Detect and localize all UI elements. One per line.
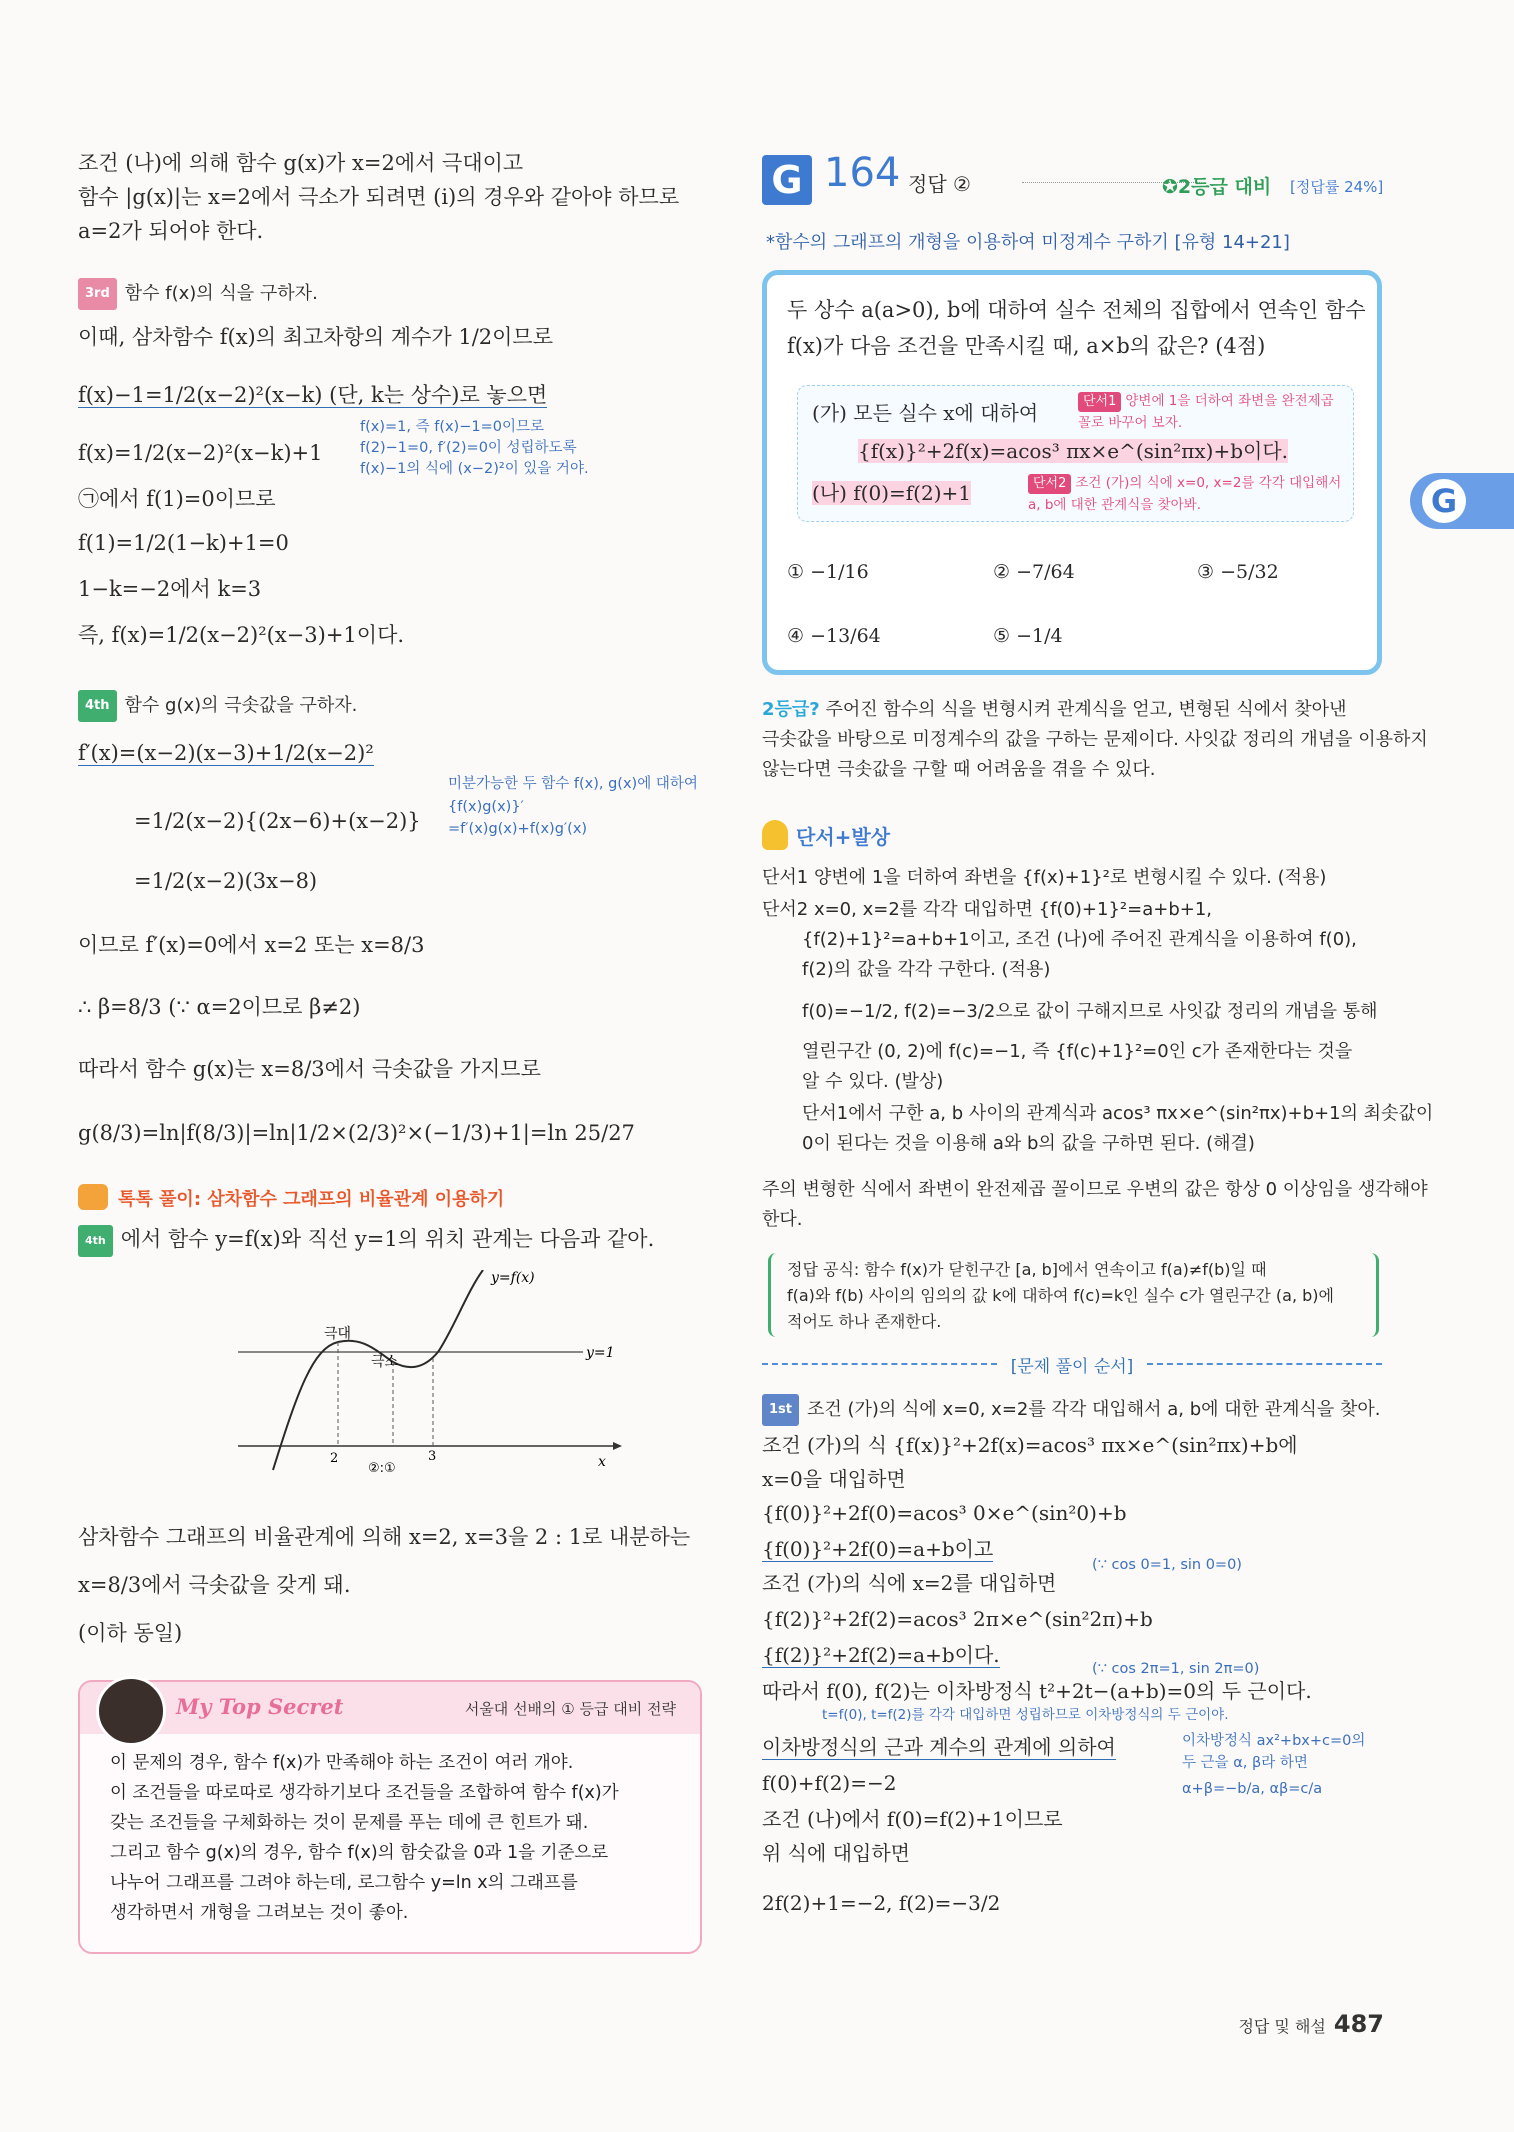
step4-title: 함수 g(x)의 극솟값을 구하자. [124,695,358,716]
step1-line: 2f(2)+1=−2, f(2)=−3/2 [762,1891,1001,1915]
intro-line: a=2가 되어야 한다. [78,219,264,243]
step3-line: 즉, f(x)=1/2(x−2)²(x−3)+1이다. [78,623,405,647]
top-secret-subtitle: 서울대 선배의 ① 등급 대비 전략 [464,1700,676,1718]
secret-line: 이 조건들을 따로따로 생각하기보다 조건들을 조합하여 함수 f(x)가 [110,1783,619,1803]
step4-line: =1/2(x−2)(3x−8) [134,869,318,893]
step4-line: g(8/3)=ln|f(8/3)|=ln|1/2×(2/3)²×(−1/3)+1|=ln 25/27 [78,1121,635,1145]
definition-line: f(a)와 f(b) 사이의 임의의 값 k에 대하여 f(c)=k인 실수 c가 열린구간 (a, b)에 [787,1286,1334,1305]
step3-line: f(1)=1/2(1−k)+1=0 [78,531,289,555]
cubic-graph [228,1270,628,1480]
answer-label: 정답 ② [908,172,971,196]
step4-heading [78,690,357,722]
step3-note: f(x)−1의 식에 (x−2)²이 있을 거야. [360,461,589,477]
intro-line: 조건 (나)에 의해 함수 g(x)가 x=2에서 극대이고 [78,151,524,175]
step4-note: =f′(x)g(x)+f(x)g′(x) [448,821,588,837]
step4-tag: 4th [78,690,117,722]
step3-line: f(x)−1=1/2(x−2)²(x−k) (단, k는 상수)로 놓으면 [78,383,548,407]
choice-2: ② −7/64 [993,561,1075,583]
step1-tag: 1st [762,1394,799,1426]
problem-subtitle: *함수의 그래프의 개형을 이용하여 미정계수 구하기 [유형 14+21] [766,232,1290,253]
after-graph-line: (이하 동일) [78,1621,183,1645]
secret-line: 이 문제의 경우, 함수 f(x)가 만족해야 하는 조건이 여러 개야. [110,1753,574,1773]
chapter-tab-letter: G [1422,479,1466,523]
step1-line: 조건 (가)의 식 {f(x)}²+2f(x)=acos³ πx×e^(sin²πx)+b에 [762,1433,1298,1457]
step1-note: α+β=−b/a, αβ=c/a [1182,1781,1323,1797]
magic-wand-icon [78,1184,108,1210]
step4-line: =1/2(x−2){(2x−6)+(x−2)} [134,809,421,833]
step4-line: ∴ β=8/3 (∵ α=2이므로 β≠2) [78,995,361,1019]
chapter-tab [1410,473,1514,529]
why-line: 극솟값을 바탕으로 미정계수의 값을 구하는 문제이다. 사잇값 정리의 개념을 이용하지 [762,729,1428,750]
step4-line: 이므로 f′(x)=0에서 x=2 또는 x=8/3 [78,933,425,957]
tip-line: 4th 에서 함수 y=f(x)와 직선 y=1의 위치 관계는 다음과 같아. [78,1224,654,1257]
why-line: 않는다면 극솟값을 구할 때 어려움을 겪을 수 있다. [762,759,1156,780]
idea-line: f(0)=−1/2, f(2)=−3/2으로 값이 구해지므로 사잇값 정리의 개념을 통해 [802,1001,1378,1022]
step3-note: f(2)−1=0, f′(2)=0이 성립하도록 [360,440,577,456]
problem-line: 두 상수 a(a>0), b에 대하여 실수 전체의 집합에서 연속인 함수 [787,298,1366,322]
idea-heading [762,820,890,852]
problem-box [762,270,1382,675]
step1-line: x=0을 대입하면 [762,1467,906,1491]
step3-line: 1−k=−2에서 k=3 [78,577,262,601]
choice-4: ④ −13/64 [787,625,881,647]
hint1: 단서1 양변에 1을 더하여 좌변을 완전제곱 꼴로 바꾸어 보자. [1078,393,1334,431]
step4-note: 미분가능한 두 함수 f(x), g(x)에 대하여 [448,776,698,792]
caution-line: 한다. [762,1209,803,1230]
problem-number: 164 [824,150,901,196]
idea-line: {f(2)+1}²=a+b+1이고, 조건 (나)에 주어진 관계식을 이용하여 f(0), [802,929,1357,950]
page-footer [1238,2010,1384,2038]
step3-line: f(x)=1/2(x−2)²(x−k)+1 [78,441,323,465]
step1-line: f(0)+f(2)=−2 [762,1771,897,1795]
step1-line: 위 식에 대입하면 [762,1841,910,1865]
condition-a1: (가) 모든 실수 x에 대하여 [812,401,1039,425]
why-title: 2등급? [762,699,820,720]
max-label: 극대 [324,1326,352,1342]
definition-box [768,1253,1379,1337]
condition-b: (나) f(0)=f(2)+1 [812,481,971,505]
x-axis-arrow [613,1442,622,1450]
idea-title: 단서+발상 [796,825,891,849]
conditions-box [797,385,1354,522]
curve-label: y=f(x) [491,1270,535,1286]
section-badge: G [762,155,812,205]
step1-line: 이차방정식의 근과 계수의 관계에 의하여 [762,1735,1116,1759]
idea-line: 단서2 x=0, x=2를 각각 대입하면 {f(0)+1}²=a+b+1, [762,899,1213,920]
grade-label: ✪2등급 대비 [1162,176,1272,198]
idea-line: 단서1 양변에 1을 더하여 좌변을 {f(x)+1}²로 변형시킬 수 있다. (적용) [762,867,1327,888]
idea-line: 열린구간 (0, 2)에 f(c)=−1, 즉 {f(c)+1}²=0인 c가 존재한다는 것을 [802,1041,1353,1062]
avatar [96,1676,166,1746]
step1-line: 조건 (가)의 식에 x=2를 대입하면 [762,1571,1057,1595]
after-graph-line: 삼차함수 그래프의 비율관계에 의해 x=2, x=3을 2 : 1로 내분하는 [78,1525,691,1549]
secret-line: 나누어 그래프를 그려야 하는데, 로그함수 y=ln x의 그래프를 [110,1873,578,1893]
min-label: 극소 [371,1354,399,1370]
idea-line: 알 수 있다. (발상) [802,1071,944,1092]
step1-heading [762,1394,1381,1426]
ratio-label: ②:① [368,1461,396,1476]
tip-heading [78,1184,504,1215]
idea-line: 0이 된다는 것을 이용해 a와 b의 값을 구하면 된다. (해결) [802,1133,1255,1154]
hint2: 단서2 조건 (가)의 식에 x=0, x=2를 각각 대입해서 a, b에 대한 관계식을 찾아봐. [1028,475,1342,513]
idea-line: f(2)의 값을 각각 구한다. (적용) [802,959,1051,980]
definition-line: 정답 공식: 함수 f(x)가 닫힌구간 [a, b]에서 연속이고 f(a)≠f(b)일 때 [787,1260,1267,1279]
step1-note: t=f(0), t=f(2)를 각각 대입하면 성립하므로 이차방정식의 두 근이야. [822,1707,1229,1723]
after-graph-line: x=8/3에서 극솟값을 갖게 돼. [78,1573,351,1597]
tick-3: 3 [428,1449,437,1464]
line-label: y=1 [586,1345,615,1361]
definition-line: 적어도 하나 존재한다. [787,1312,942,1331]
accuracy-rate: [정답률 24%] [1290,178,1384,196]
lightbulb-icon [762,820,788,850]
choice-5: ⑤ −1/4 [993,625,1063,647]
step1-line: {f(2)}²+2f(2)=a+b이다. [762,1643,1000,1667]
step4-note: {f(x)g(x)}′ [448,799,524,815]
page-number: 487 [1333,2010,1384,2038]
step3-heading [78,278,318,310]
footer-label: 정답 및 해설 [1238,2017,1326,2036]
step4-line: 따라서 함수 g(x)는 x=8/3에서 극솟값을 가지므로 [78,1057,541,1081]
step1-note: (∵ cos 0=1, sin 0=0) [1092,1557,1242,1573]
choice-3: ③ −5/32 [1197,561,1279,583]
secret-line: 생각하면서 개형을 그려보는 것이 좋아. [110,1903,409,1923]
step3-tag: 3rd [78,278,117,310]
tick-2: 2 [330,1451,339,1466]
step1-line: {f(0)}²+2f(0)=acos³ 0×e^(sin²0)+b [762,1501,1127,1525]
top-secret-title: My Top Secret [176,1694,344,1719]
step1-line: {f(0)}²+2f(0)=a+b이고 [762,1537,994,1561]
top-secret-box [78,1680,702,1954]
idea-line: 단서1에서 구한 a, b 사이의 관계식과 acos³ πx×e^(sin²πx)+b+1의 최솟값이 [802,1103,1434,1124]
cubic-curve [273,1270,483,1470]
choice-1: ① −1/16 [787,561,869,583]
solution-order-divider: [문제 풀이 순서] [762,1352,1382,1377]
why-line: 2등급? 주어진 함수의 식을 변형시켜 관계식을 얻고, 변형된 식에서 찾아낸 [762,699,1347,720]
step3-note: f(x)=1, 즉 f(x)−1=0이므로 [360,419,544,435]
intro-line: 함수 |g(x)|는 x=2에서 극소가 되려면 (i)의 경우와 같아야 하므로 [78,185,680,209]
problem-line: f(x)가 다음 조건을 만족시킬 때, a×b의 값은? (4점) [787,334,1266,358]
step1-title: 조건 (가)의 식에 x=0, x=2를 각각 대입해서 a, b에 대한 관계식을 찾아. [807,1399,1381,1420]
step1-note: 이차방정식 ax²+bx+c=0의 [1182,1733,1366,1749]
step4-line: f′(x)=(x−2)(x−3)+1/2(x−2)² [78,741,374,765]
secret-line: 갖는 조건들을 구체화하는 것이 문제를 푸는 데에 큰 힌트가 돼. [110,1813,589,1833]
caution-line: 주의 변형한 식에서 좌변이 완전제곱 꼴이므로 우변의 값은 항상 0 이상임을 생각해야 [762,1179,1428,1200]
step1-note: 두 근을 α, β라 하면 [1182,1755,1308,1771]
step1-line: 따라서 f(0), f(2)는 이차방정식 t²+2t−(a+b)=0의 두 근이다. [762,1679,1312,1703]
condition-a2: {f(x)}²+2f(x)=acos³ πx×e^(sin²πx)+b이다. [858,439,1289,463]
step1-line: 조건 (나)에서 f(0)=f(2)+1이므로 [762,1807,1063,1831]
step3-line: ㉠에서 f(1)=0이므로 [78,487,276,511]
step3-line: 이때, 삼차함수 f(x)의 최고차항의 계수가 1/2이므로 [78,325,553,349]
x-label: x [598,1454,606,1470]
step1-note: (∵ cos 2π=1, sin 2π=0) [1092,1661,1260,1677]
secret-line: 그리고 함수 g(x)의 경우, 함수 f(x)의 함숫값을 0과 1을 기준으로 [110,1843,609,1863]
step1-line: {f(2)}²+2f(2)=acos³ 2π×e^(sin²2π)+b [762,1607,1153,1631]
tip-title: 톡톡 풀이: 삼차함수 그래프의 비율관계 이용하기 [118,1189,505,1210]
step3-title: 함수 f(x)의 식을 구하자. [124,283,318,304]
